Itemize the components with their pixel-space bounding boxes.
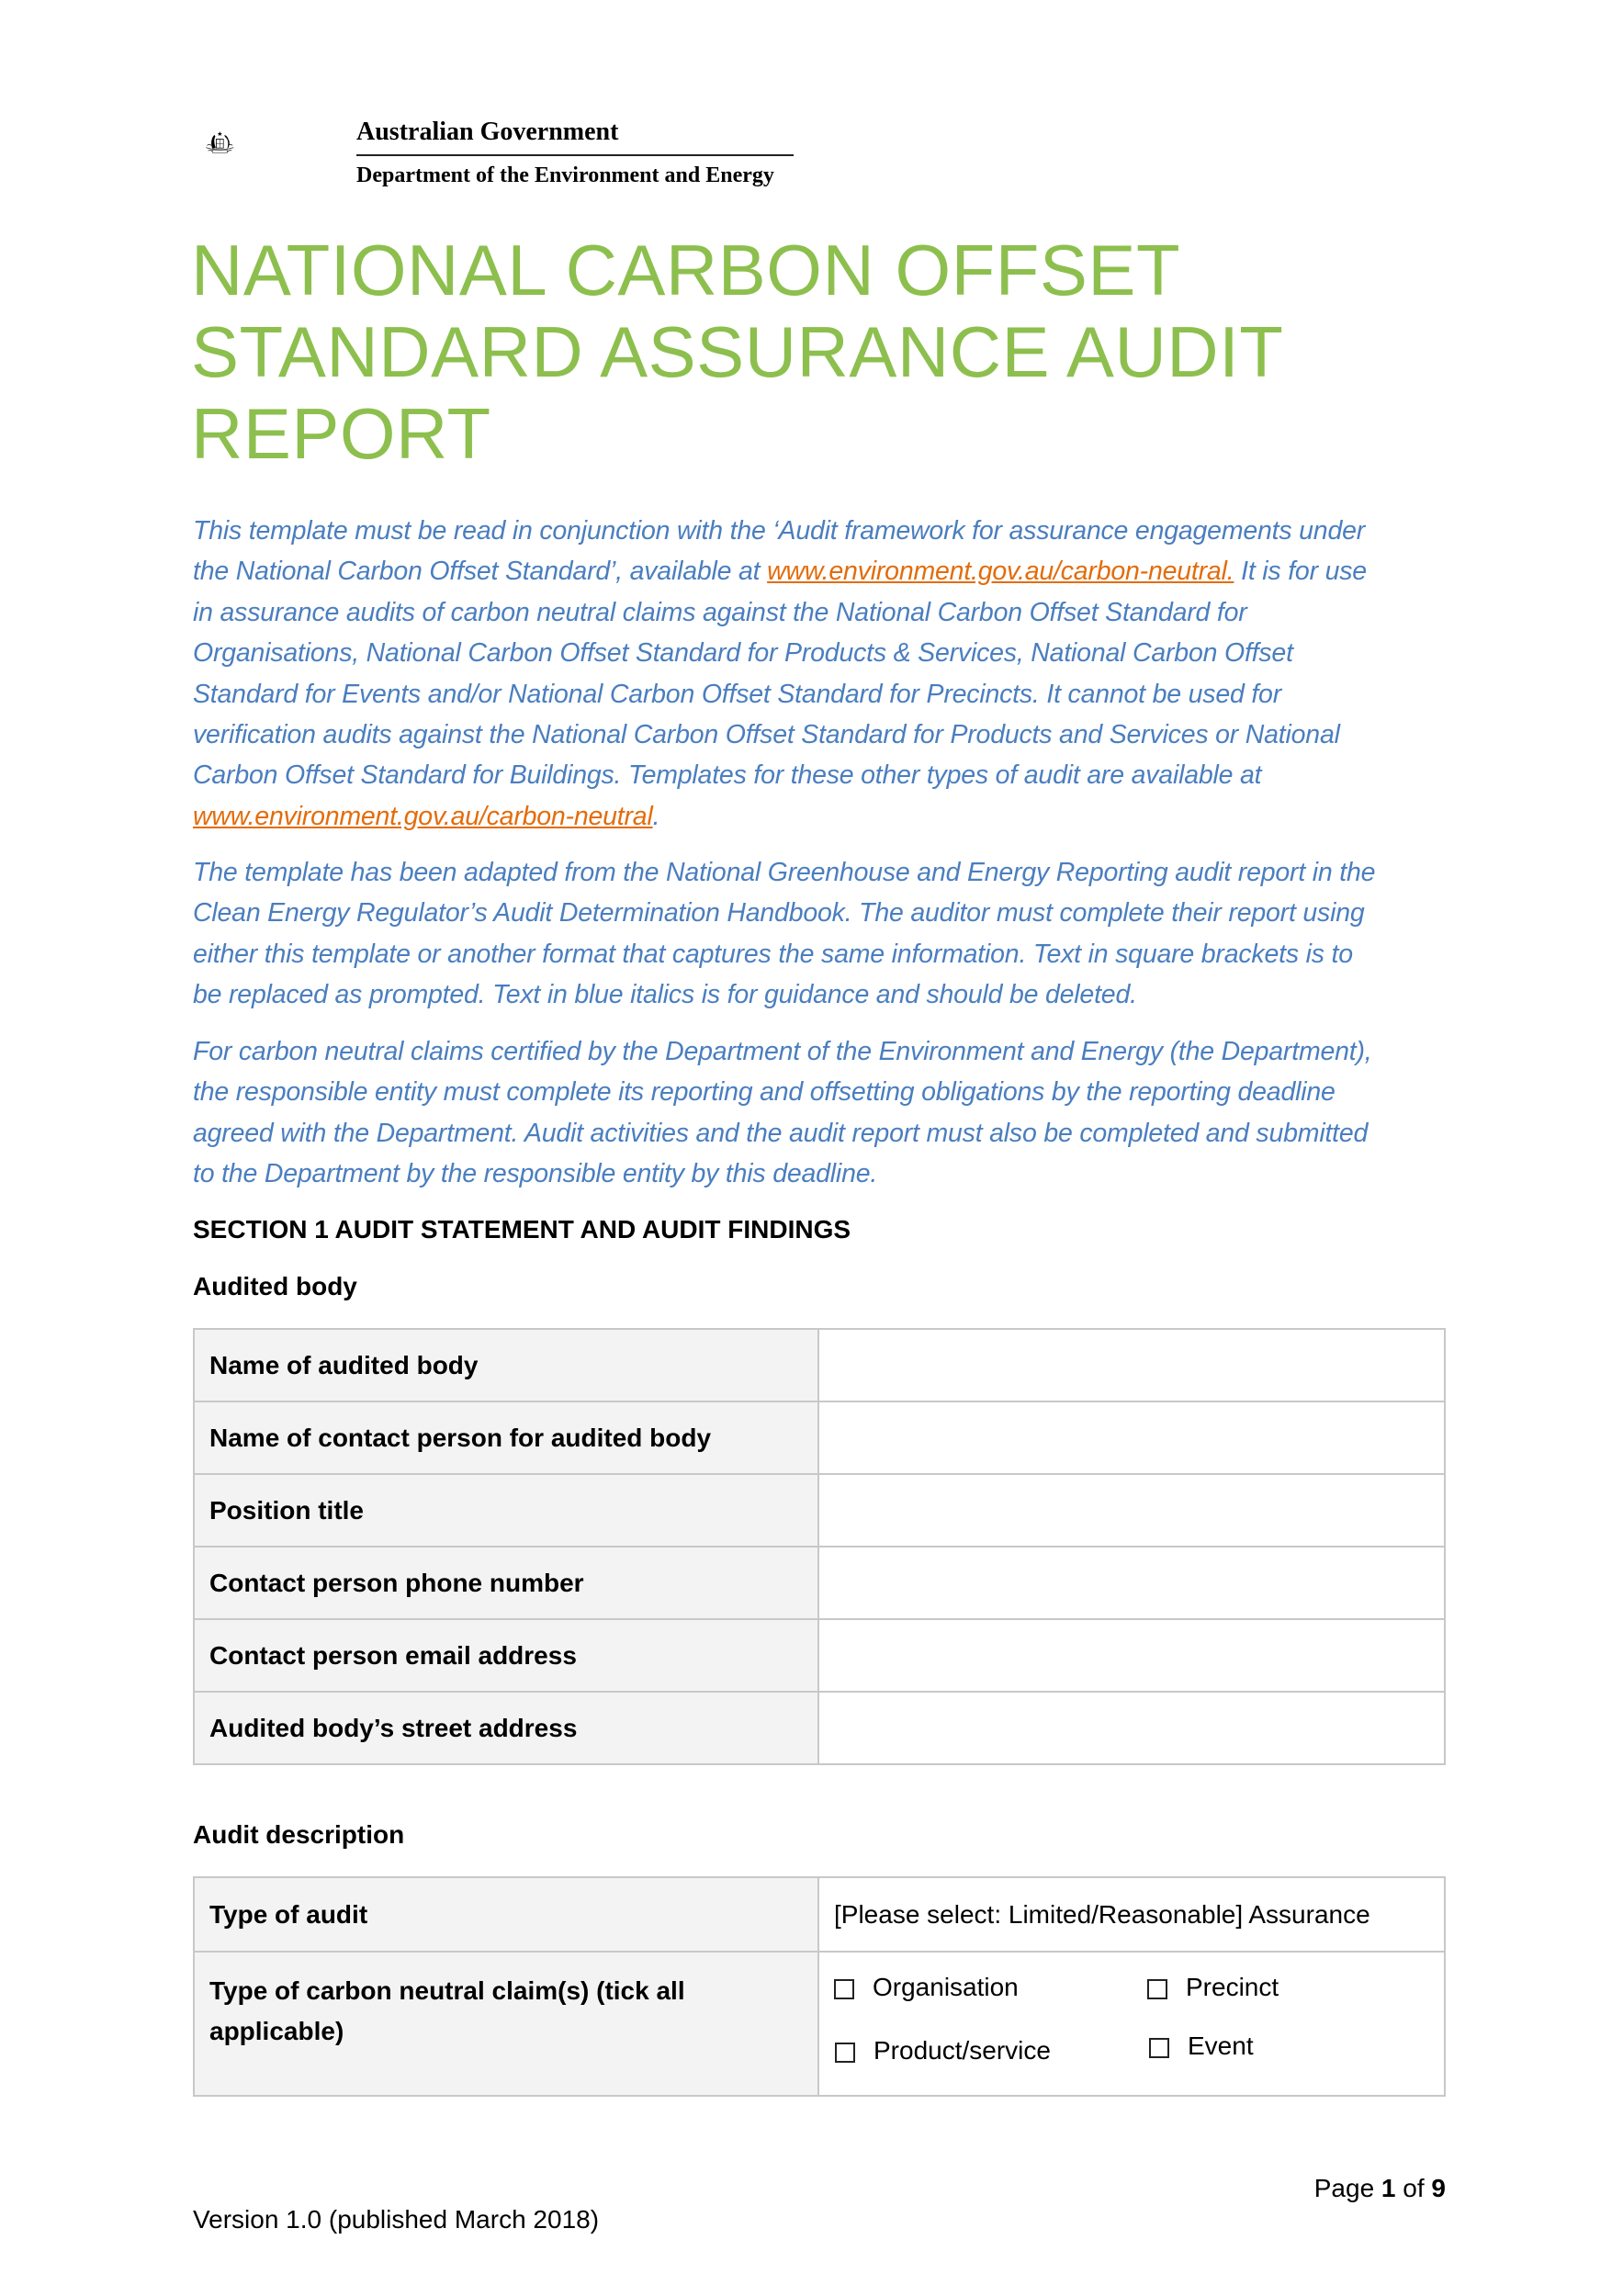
guidance-line: the responsible entity must complete its reporting and offsetting obligations by the reporting deadline (193, 1077, 1336, 1108)
guidance-line: Standard for Events and/or National Carbon Offset Standard for Precincts. It cannot be used for (193, 679, 1281, 709)
checkbox-icon (835, 2043, 855, 2063)
option-label: Event (1188, 2032, 1254, 2060)
title-line: NATIONAL CARBON OFFSET (191, 230, 1181, 310)
checkbox-organisation[interactable] (834, 1973, 1019, 2002)
guidance-line: be replaced as prompted. Text in blue italics is for guidance and should be deleted. (193, 980, 1137, 1010)
phone-number-input[interactable] (818, 1547, 1445, 1619)
guidance-text: It is for use (1234, 557, 1367, 587)
checkbox-product-service[interactable] (835, 2036, 1051, 2065)
guidance-line: This template must be read in conjunction with the ‘Audit framework for assurance engagements under (193, 516, 1366, 546)
version-info: Version 1.0 (published March 2018) (193, 2205, 600, 2234)
guidance-line: to the Department by the responsible entity by this deadline. (193, 1159, 878, 1189)
page-of: of (1395, 2174, 1432, 2202)
audit-description-table (193, 1876, 1446, 2097)
guidance-line: The template has been adapted from the National Greenhouse and Energy Reporting audit report in the (193, 858, 1376, 887)
position-title-input[interactable] (818, 1474, 1445, 1547)
row-label: Type of audit (194, 1877, 818, 1952)
guidance-line: For carbon neutral claims certified by the Department of the Environment and Energy (the Department), (193, 1037, 1372, 1066)
table-row (194, 1401, 1445, 1474)
guidance-line: Organisations, National Carbon Offset Standard for Products & Services, National Carbon Offset (193, 638, 1293, 669)
claim-type-options (818, 1952, 1445, 2096)
checkbox-event[interactable] (1149, 2032, 1254, 2061)
table-row (194, 1474, 1445, 1547)
option-label: Organisation (873, 1973, 1019, 2001)
table-row (194, 1952, 1445, 2096)
guidance-line: agreed with the Department. Audit activities and the audit report must also be completed and submitted (193, 1118, 1369, 1148)
table-row (194, 1692, 1445, 1764)
option-label: Product/service (873, 2036, 1051, 2065)
audited-body-name-input[interactable] (818, 1329, 1445, 1401)
department-name: Department of the Environment and Energy (356, 163, 774, 187)
checkbox-icon (1149, 2038, 1169, 2058)
row-label: Contact person email address (194, 1619, 818, 1692)
guidance-line: verification audits against the National Carbon Offset Standard for Products and Services or National (193, 720, 1340, 750)
title-line: REPORT (191, 393, 491, 474)
guidance-line: either this template or another format that captures the same information. Text in square brackets is to (193, 939, 1353, 969)
row-label: Position title (194, 1474, 818, 1547)
guidance-paragraph-3 (193, 1031, 1372, 1195)
table-row (194, 1877, 1445, 1952)
guidance-line (193, 796, 1367, 837)
guidance-paragraph-2 (193, 852, 1375, 1016)
guidance-paragraph-1 (193, 511, 1367, 837)
table-row (194, 1619, 1445, 1692)
checkbox-icon (834, 1979, 854, 1999)
header-divider (356, 154, 794, 156)
guidance-line: in assurance audits of carbon neutral claims against the National Carbon Offset Standard for (193, 597, 1247, 627)
street-address-input[interactable] (818, 1692, 1445, 1764)
table-row (194, 1547, 1445, 1619)
coat-of-arms-logo (204, 90, 342, 196)
row-label: Contact person phone number (194, 1547, 818, 1619)
table-row (194, 1329, 1445, 1401)
carbon-neutral-link[interactable]: www.environment.gov.au/carbon-neutral (193, 801, 653, 831)
type-of-audit-select[interactable]: [Please select: Limited/Reasonable] Assurance (818, 1877, 1445, 1952)
guidance-text: the National Carbon Offset Standard’, available at (193, 557, 768, 587)
page-total: 9 (1431, 2174, 1446, 2202)
checkbox-icon (1147, 1979, 1167, 1999)
contact-person-input[interactable] (818, 1401, 1445, 1474)
page-current: 1 (1381, 2174, 1396, 2202)
guidance-text: . (652, 801, 660, 831)
audited-body-table (193, 1328, 1446, 1765)
title-line: STANDARD ASSURANCE AUDIT (191, 311, 1284, 392)
guidance-line: Carbon Offset Standard for Buildings. Templates for these other types of audit are available at (193, 760, 1262, 791)
row-label: Name of audited body (194, 1329, 818, 1401)
guidance-line (193, 551, 1367, 591)
row-label: Audited body’s street address (194, 1692, 818, 1764)
page-number (1314, 2174, 1446, 2203)
guidance-line: Clean Energy Regulator’s Audit Determination Handbook. The auditor must complete their report using (193, 898, 1365, 929)
audited-body-heading: Audited body (193, 1272, 357, 1300)
page-title (191, 230, 1283, 475)
email-address-input[interactable] (818, 1619, 1445, 1692)
audit-description-heading: Audit description (193, 1820, 405, 1849)
option-label: Precinct (1186, 1973, 1279, 2001)
page-prefix: Page (1313, 2174, 1381, 2202)
row-label: Name of contact person for audited body (194, 1401, 818, 1474)
government-name: Australian Government (356, 118, 619, 146)
section-heading: SECTION 1 AUDIT STATEMENT AND AUDIT FINDINGS (193, 1215, 851, 1244)
carbon-neutral-link[interactable]: www.environment.gov.au/carbon-neutral. (767, 557, 1234, 587)
checkbox-precinct[interactable] (1147, 1973, 1279, 2002)
row-label: Type of carbon neutral claim(s) (tick all applicable) (194, 1952, 818, 2096)
